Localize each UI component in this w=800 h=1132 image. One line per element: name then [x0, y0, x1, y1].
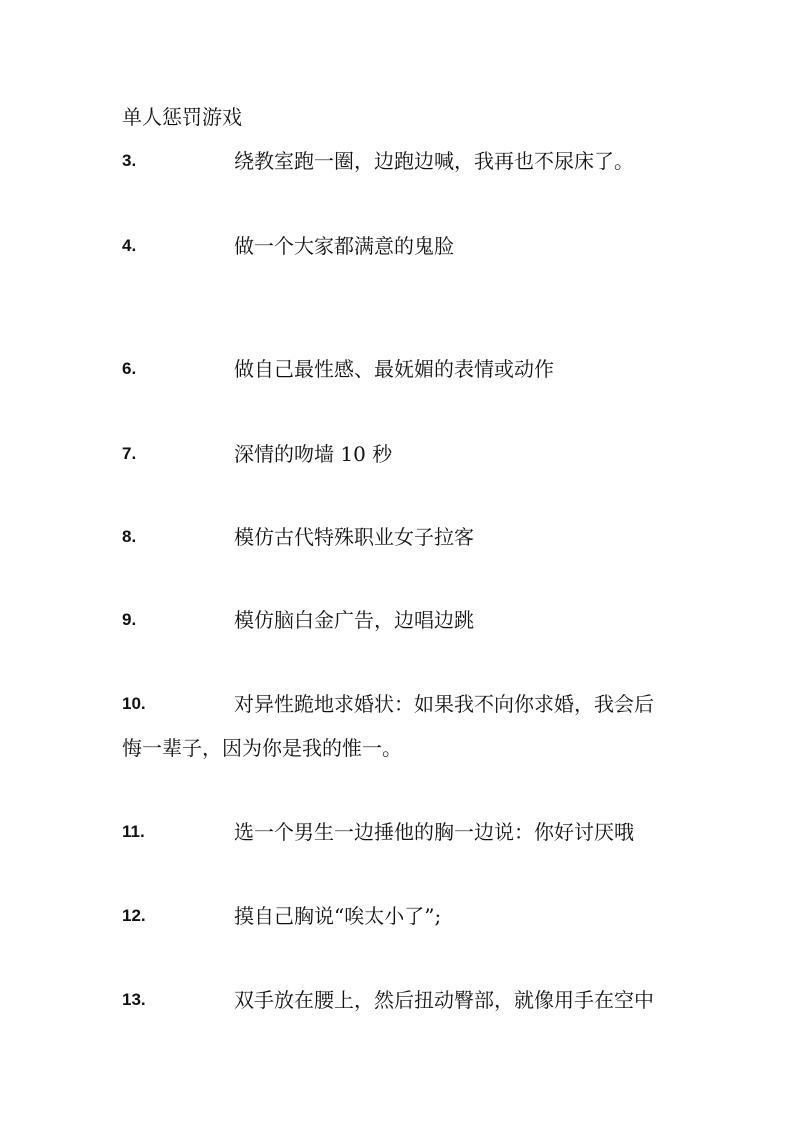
- item-number: 3.: [122, 151, 137, 170]
- item-number: 12.: [122, 906, 146, 925]
- list-item: [122, 902, 702, 930]
- item-number: 7.: [122, 444, 137, 463]
- item-text: 深情的吻墙 10 秒: [234, 442, 393, 466]
- list-item: [122, 355, 702, 383]
- list-item: [122, 232, 702, 260]
- item-number: 4.: [122, 236, 137, 255]
- item-text: [122, 682, 702, 770]
- item-number: 10.: [122, 694, 146, 713]
- item-text: 双手放在腰上，然后扭动臀部，就像用手在空中: [234, 988, 654, 1012]
- item-text-line-1: 对异性跪地求婚状：如果我不向你求婚，我会后: [234, 692, 654, 716]
- list-item: [122, 606, 702, 634]
- item-text: 模仿古代特殊职业女子拉客: [234, 525, 474, 549]
- item-text: 做自己最性感、最妩媚的表情或动作: [234, 357, 554, 381]
- item-text-line-2: 悔一辈子，因为你是我的惟一。: [122, 736, 402, 760]
- document-title: 单人惩罚游戏: [122, 105, 242, 129]
- item-number: 11.: [122, 822, 145, 841]
- item-text: 摸自己胸说“唉太小了”;: [234, 904, 442, 928]
- list-item: [122, 147, 702, 175]
- item-text: 绕教室跑一圈，边跑边喊，我再也不尿床了。: [234, 149, 634, 173]
- item-number: 8.: [122, 527, 137, 546]
- list-item: [122, 690, 702, 770]
- list-item: [122, 440, 702, 468]
- list-item: [122, 986, 702, 1014]
- item-text: 模仿脑白金广告，边唱边跳: [234, 608, 474, 632]
- list-item: [122, 523, 702, 551]
- item-number: 6.: [122, 359, 137, 378]
- item-text: 选一个男生一边捶他的胸一边说：你好讨厌哦: [234, 820, 634, 844]
- item-text: 做一个大家都满意的鬼脸: [234, 234, 454, 258]
- item-number: 9.: [122, 610, 137, 629]
- list-item: [122, 818, 702, 846]
- item-number: 13.: [122, 990, 146, 1009]
